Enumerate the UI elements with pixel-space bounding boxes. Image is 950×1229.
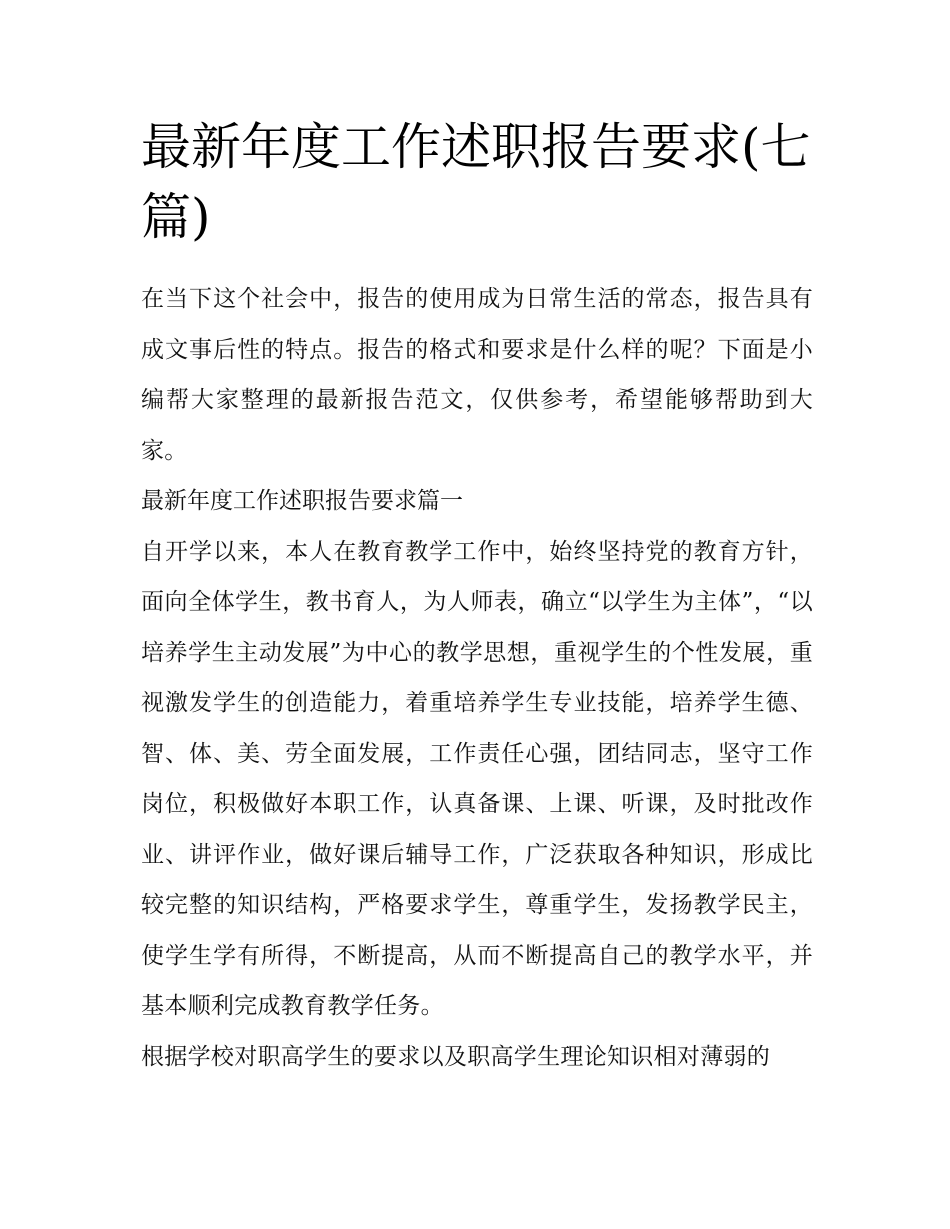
body-paragraph-2: 根据学校对职高学生的要求以及职高学生理论知识相对薄弱的 xyxy=(141,1043,771,1070)
intro-paragraph: 在当下这个社会中，报告的使用成为日常生活的常态，报告具有成文事后性的特点。报告的格式和要求是什么样的呢？下面是小编帮大家整理的最新报告范文，仅供参考，希望能够帮助到大家。 xyxy=(141,286,813,464)
body-paragraph-1: 自开学以来，本人在教育教学工作中，始终坚持党的教育方针，面向全体学生，教书育人，为人师表，确立“以学生为主体”，“以培养学生主动发展”为中心的教学思想，重视学生的个性发展，重视激发学生的创造能力，着重培养学生专业技能，培养学生德、智、体、美、劳全面发展，工作责任心强，团结同志，坚守工作岗位，积极做好本职工作，认真备课、上课、听课，及时批改作业、讲评作业，做好课后辅导工作，广泛获取各种知识，形成比较完整的知识结构，严格要求学生，尊重学生，发扬教学民主，使学生学有所得，不断提高，从而不断提高自己的教学水平，并基本顺利完成教育教学任务。 xyxy=(141,538,813,1019)
document-page xyxy=(141,112,813,1082)
document-title: 最新年度工作述职报告要求(七篇) xyxy=(141,118,811,246)
section-heading: 最新年度工作述职报告要求篇一 xyxy=(141,488,463,514)
